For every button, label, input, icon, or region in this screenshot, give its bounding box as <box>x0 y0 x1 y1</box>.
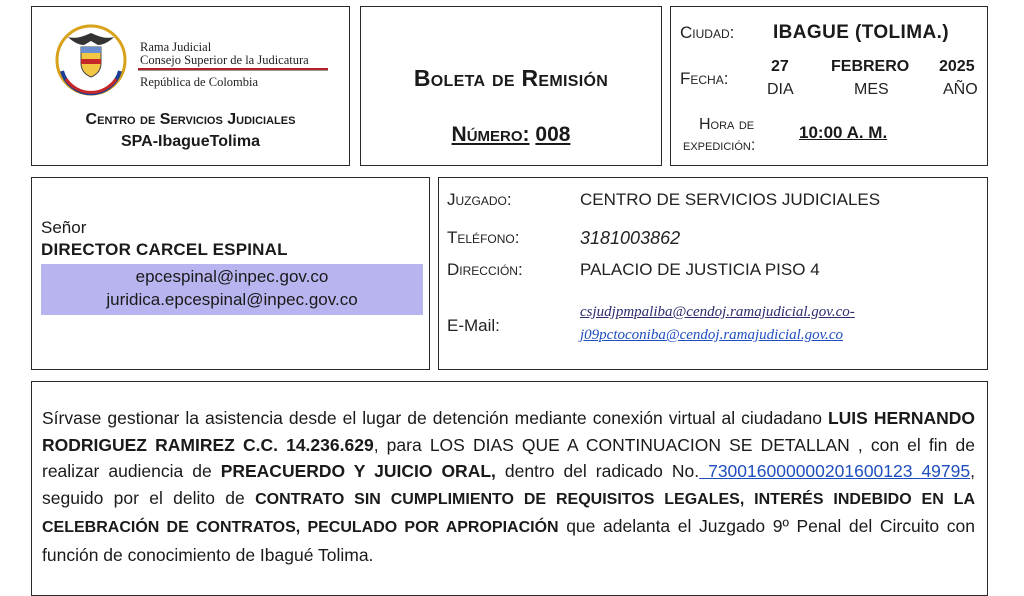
body-text-5: que adelanta el Juzgado 9º Penal del Circuito con función de conocimiento de Ibagué Tolima. <box>42 516 975 565</box>
court-email-link[interactable]: csjudjpmpaliba@cendoj.ramajudicial.gov.co- <box>580 304 855 320</box>
telefono-value: 3181003862 <box>580 228 681 248</box>
hearing-type: PREACUERDO Y JUICIO ORAL, <box>220 461 496 481</box>
time-label-2: expedición: <box>683 137 756 154</box>
org-name-republica: República de Colombia <box>140 75 259 89</box>
header-date-box <box>670 6 988 166</box>
number-label: Número: <box>451 123 530 146</box>
date-year: 2025 <box>939 58 975 75</box>
document-number <box>361 123 661 147</box>
divider-line <box>138 70 328 71</box>
body-text-4: , seguido por el delito de <box>42 461 975 508</box>
telefono-label: Teléfono: <box>447 228 520 247</box>
crime-list: CONTRATO SIN CUMPLIMIENTO DE REQUISITOS LEGALES, INTERÉS INDEBIDO EN LA CELEBRACIÓN DE CONTRATOS, PECULADO POR APROPIACIÓN <box>42 490 975 536</box>
body-text-2: , para LOS DIAS QUE A CONTINUACION SE DETALLAN , con el fin de realizar audiencia de <box>42 434 976 481</box>
recipient-emails-highlight <box>41 264 423 315</box>
recipient-email[interactable]: epcespinal@inpec.gov.co <box>135 267 329 286</box>
email-label: E-Mail: <box>447 316 500 335</box>
request-body-box <box>31 381 988 596</box>
juzgado-label: Juzgado: <box>447 190 512 209</box>
date-label: Fecha: <box>680 69 729 88</box>
city-label: Ciudad: <box>680 23 735 42</box>
colombia-coat-of-arms-icon <box>54 23 128 97</box>
date-month-label: MES <box>854 81 889 98</box>
direccion-value: PALACIO DE JUSTICIA PISO 4 <box>580 260 820 279</box>
juzgado-value: CENTRO DE SERVICIOS JUDICIALES <box>580 190 881 209</box>
body-text-3: dentro del radicado No. <box>495 461 700 481</box>
center-name: Centro de Servicios Judiciales <box>85 111 296 128</box>
direccion-label: Dirección: <box>447 260 523 279</box>
date-month: FEBRERO <box>831 58 910 75</box>
body-text-1: Sírvase gestionar la asistencia desde el lugar de detención mediante conexión virtual al ciudadano <box>42 408 828 428</box>
request-paragraph <box>42 405 975 568</box>
time-label: Hora de <box>699 116 755 133</box>
header-logo-box <box>31 6 350 166</box>
recipient-name: DIRECTOR CARCEL ESPINAL <box>41 240 288 259</box>
city-value: IBAGUE (TOLIMA.) <box>773 22 949 43</box>
recipient-salutation: Señor <box>41 218 87 237</box>
date-year-label: AÑO <box>943 81 978 98</box>
court-info-box <box>438 177 988 370</box>
center-sub-name: SPA-IbagueTolima <box>121 133 260 150</box>
org-name-consejo: Consejo Superior de la Judicatura <box>140 53 309 67</box>
recipient-email[interactable]: juridica.epcespinal@inpec.gov.co <box>106 290 358 309</box>
person-name: LUIS HERNANDO RODRIGUEZ RAMIREZ C.C. 14.236.629 <box>42 408 975 455</box>
date-day-label: DIA <box>767 81 794 98</box>
recipient-box <box>31 177 430 370</box>
document-title: Boleta de Remisión <box>413 65 609 91</box>
header-title-box <box>360 6 662 166</box>
time-value: 10:00 A. M. <box>799 123 888 142</box>
court-email-link[interactable]: j09pctoconiba@cendoj.ramajudicial.gov.co <box>580 327 844 343</box>
org-name-rama: Rama Judicial <box>140 40 212 54</box>
date-day: 27 <box>771 58 789 75</box>
number-value: 008 <box>535 123 571 146</box>
radicado-link[interactable]: 730016000000201600123 49795 <box>699 461 971 481</box>
